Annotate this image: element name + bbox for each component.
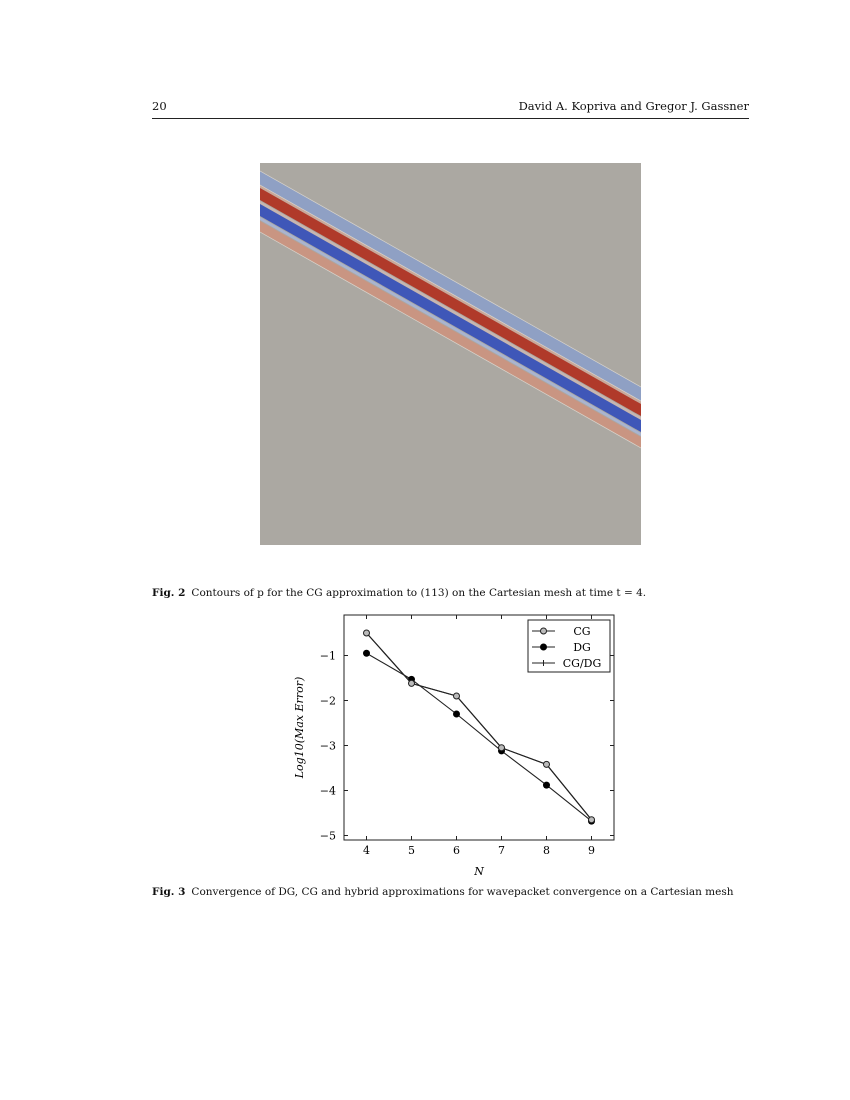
data-point <box>453 711 460 718</box>
x-tick-label: 5 <box>408 844 415 857</box>
y-axis-label: Log10(Max Error) <box>293 676 306 779</box>
data-point <box>363 650 370 657</box>
figure3-caption-text: Convergence of DG, CG and hybrid approximations for wavepacket convergence on a Cartesian mesh <box>191 886 734 898</box>
running-header-authors: David A. Kopriva and Gregor J. Gassner <box>518 99 749 113</box>
y-tick-label: −3 <box>319 739 336 753</box>
data-point <box>544 761 550 767</box>
y-tick-label: −1 <box>319 649 336 663</box>
y-tick-label: −2 <box>319 694 336 708</box>
figure3-caption <box>152 886 734 898</box>
legend-marker <box>541 628 547 634</box>
data-point <box>589 817 595 823</box>
contour-plot <box>260 163 641 545</box>
data-point <box>543 782 550 789</box>
figure2-caption-text: Contours of p for the CG approximation to (113) on the Cartesian mesh at time t = 4. <box>191 587 647 599</box>
legend-marker <box>540 644 547 651</box>
legend-label: DG <box>573 641 591 654</box>
data-point <box>409 680 415 686</box>
convergence-chart <box>270 600 630 885</box>
y-tick-label: −4 <box>319 784 336 798</box>
page-number: 20 <box>152 99 167 113</box>
y-tick-label: −5 <box>319 829 336 843</box>
legend-label: CG/DG <box>562 657 602 670</box>
x-tick-label: 9 <box>588 844 595 857</box>
x-tick-label: 4 <box>363 844 370 857</box>
legend-label: CG <box>573 625 591 638</box>
x-tick-label: 6 <box>453 844 460 857</box>
series-line <box>367 653 592 821</box>
header-rule <box>152 118 749 119</box>
data-point <box>364 630 370 636</box>
legend <box>528 620 610 672</box>
x-tick-label: 8 <box>543 844 550 857</box>
x-axis-label: N <box>474 865 484 878</box>
x-tick-label: 7 <box>498 844 505 857</box>
figure2-label: Fig. 2 <box>152 587 186 599</box>
series-dg <box>363 650 595 825</box>
figure2-caption <box>152 587 646 599</box>
data-point <box>499 745 505 751</box>
figure3-label: Fig. 3 <box>152 886 186 898</box>
data-point <box>454 693 460 699</box>
